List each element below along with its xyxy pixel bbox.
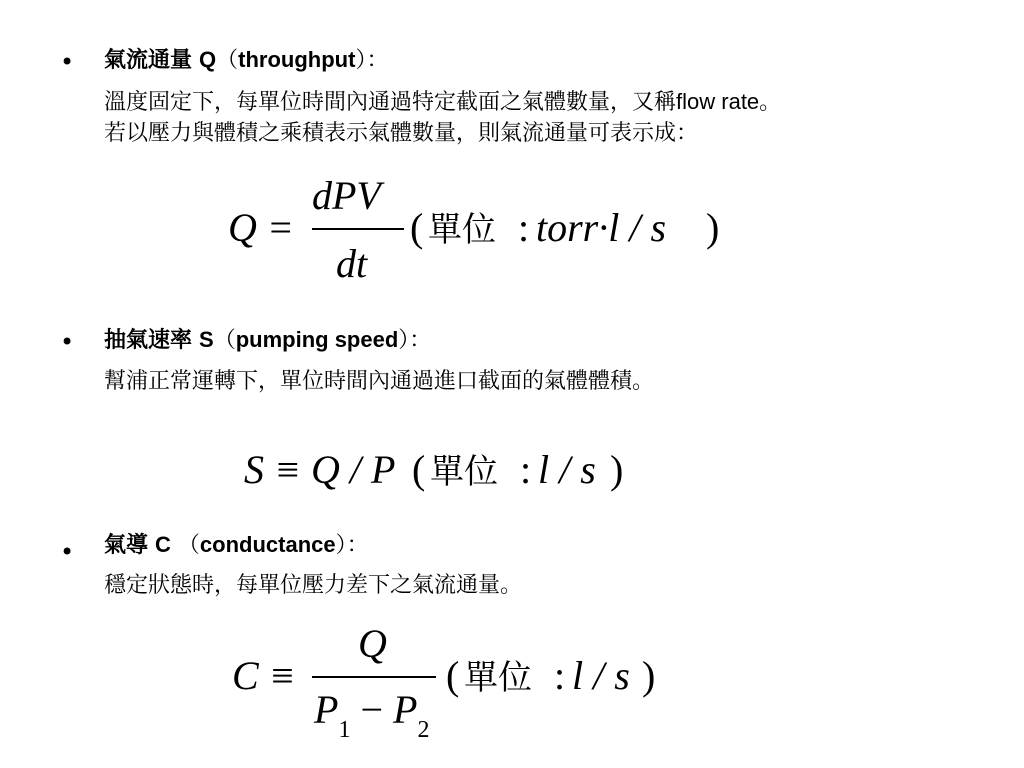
- formula-conductance-minus: −: [350, 687, 393, 732]
- heading-conductance-en: conductance: [199, 532, 336, 557]
- heading-throughput-symbol: Q: [199, 47, 217, 72]
- formula-conductance-numerator: Q: [358, 621, 387, 666]
- heading-throughput-zh: 氣流通量: [104, 48, 193, 73]
- formula-throughput-numerator: dPV: [312, 173, 381, 218]
- throughput-definition-line2: 若以壓力與體積之乘積表示氣體數量，則氣流通量可表示成：: [104, 121, 699, 146]
- bullet-pumping-speed: •: [60, 328, 75, 356]
- heading-throughput: [104, 45, 388, 76]
- formula-pumping-speed-unit-close: ): [610, 447, 624, 492]
- formula-pumping-speed-unit-open: (: [412, 447, 426, 492]
- formula-conductance-p1: P: [314, 687, 339, 732]
- formula-pumping-speed-unit-value: l / s: [538, 447, 596, 492]
- heading-throughput-paren-open: （: [216, 48, 239, 73]
- throughput-definition-line1: [104, 86, 781, 119]
- formula-throughput-unit-label: 單位: [428, 210, 496, 250]
- formula-conductance-unit-open: (: [446, 653, 460, 698]
- formula-throughput-denominator: dt: [336, 241, 368, 286]
- formula-conductance-lhs: C ≡: [232, 653, 296, 698]
- bullet-throughput: •: [60, 48, 75, 76]
- formula-throughput-unit-close: ): [706, 205, 720, 250]
- formula-throughput-unit-open: (: [410, 205, 424, 250]
- bullet-conductance: •: [60, 538, 75, 566]
- formula-throughput-unit-colon: :: [518, 205, 530, 250]
- heading-conductance-paren-close: ）：: [335, 533, 369, 558]
- formula-conductance-unit-colon: :: [554, 653, 566, 698]
- formula-pumping-speed-unit-colon: :: [520, 447, 532, 492]
- pumping-speed-definition: 幫浦正常運轉下，單位時間內通過進口截面的氣體體積。: [104, 369, 655, 394]
- heading-conductance: [104, 530, 369, 561]
- heading-throughput-paren-close: ）：: [355, 48, 389, 73]
- heading-pumping-speed-zh: 抽氣速率: [104, 328, 193, 353]
- formula-conductance-fraction-bar: [312, 676, 436, 678]
- formula-throughput-unit-value: torr·l / s: [536, 205, 667, 250]
- formula-conductance-p2: P: [393, 687, 418, 732]
- heading-pumping-speed-en: pumping speed: [235, 327, 399, 352]
- formula-conductance-denominator: [314, 687, 430, 743]
- formula-pumping-speed-lhs: S ≡ Q / P: [244, 447, 396, 492]
- heading-conductance-symbol: C: [155, 532, 171, 557]
- formula-conductance-p1-subscript: 1: [338, 717, 351, 743]
- formula-throughput-lhs: Q =: [228, 205, 294, 250]
- formula-conductance-unit-close: ): [642, 653, 656, 698]
- heading-pumping-speed-symbol: S: [199, 327, 214, 352]
- formula-conductance-unit-value: l / s: [572, 653, 630, 698]
- heading-pumping-speed-paren-open: （: [213, 328, 236, 353]
- throughput-definition-zh: 溫度固定下，每單位時間內通過特定截面之氣體數量，又稱: [104, 90, 677, 115]
- heading-pumping-speed: [104, 325, 431, 356]
- formula-conductance-unit-label: 單位: [464, 658, 532, 698]
- formula-throughput-fraction-bar: [312, 228, 404, 230]
- heading-throughput-en: throughput: [238, 47, 356, 72]
- formula-conductance-p2-subscript: 2: [417, 717, 430, 743]
- heading-conductance-zh: 氣導: [104, 533, 149, 558]
- throughput-definition-end: 。: [759, 90, 782, 115]
- formula-pumping-speed-unit-label: 單位: [430, 452, 498, 492]
- heading-conductance-paren-open: （: [170, 533, 200, 558]
- throughput-definition-en: flow rate: [676, 89, 760, 114]
- conductance-definition: 穩定狀態時，每單位壓力差下之氣流通量。: [104, 573, 523, 598]
- heading-pumping-speed-paren-close: ）：: [398, 328, 432, 353]
